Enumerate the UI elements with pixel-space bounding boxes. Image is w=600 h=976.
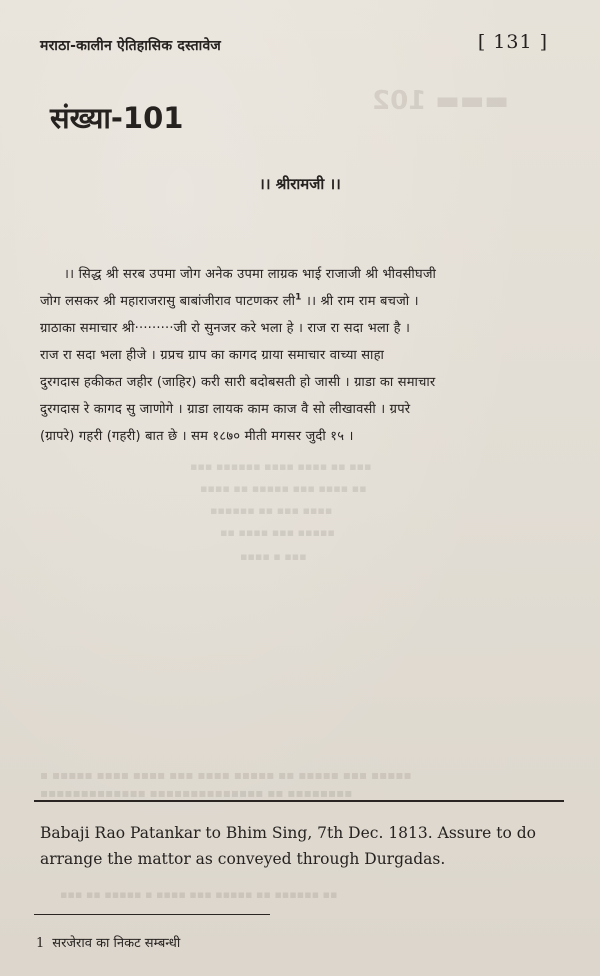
letter-line-2-text: जोग लसकर श्री महाराजरासु बाबांजीराव पाटणकर ली xyxy=(40,294,296,309)
section-divider xyxy=(34,800,564,802)
letter-line-2 xyxy=(40,291,560,309)
letter-line-3: ग्राठाका समाचार श्री·········जी रो सुनजर करे भला हे । राज रा सदा भला है । xyxy=(40,321,411,336)
letter-line-1: ।। सिद्ध श्री सरब उपमा जोग अनेक उपमा लाग्रक भाई राजाजी श्री भीवसीघजी xyxy=(64,267,437,282)
invocation-line: ।। श्रीरामजी ।। xyxy=(259,175,341,193)
letter-line-2-tail: ।। श्री राम राम बचजो । xyxy=(301,294,419,309)
footnote-number: 1 xyxy=(36,936,45,951)
footnote-text: सरजेराव का निकट सम्बन्धी xyxy=(52,936,181,951)
letter-line-5: दुरगदास हकीकत जहीर (जाहिर) करी सारी बदोबसती हो जासी । ग्राडा का समाचार xyxy=(40,375,436,390)
running-header-title: मराठा-कालीन ऐतिहासिक दस्तावेज xyxy=(40,38,222,54)
english-summary-line-1: Babaji Rao Patankar to Bhim Sing, 7th Dec. 1813. Assure to do xyxy=(40,824,536,842)
footnote-divider xyxy=(34,914,270,915)
letter-line-6: दुरगदास रे कागद सु जाणोगे । ग्राडा लायक काम काज वै सो लीखावसी । ग्रपरे xyxy=(40,402,411,417)
letter-line-7: (ग्रापरे) गहरी (गहरी) बात छे । सम १८७० मीती मगसर जुदी १५ । xyxy=(40,429,354,444)
document-number-heading: संख्या-101 xyxy=(50,101,184,135)
bleed-through-texture: ▬▬▬ 102 ▪▪▪ ▪▪ ▪▪▪▪ ▪▪▪▪ ▪▪▪▪▪▪ ▪▪▪ ▪▪ ▪▪▪▪ ▪▪▪ ▪▪▪▪▪ ▪▪ ▪▪▪▪ ▪▪▪▪ ▪▪▪ ▪▪ ▪▪▪▪▪▪ ▪▪▪▪▪ ▪▪▪ ▪▪▪▪ ▪▪ ▪▪▪ ▪ ▪▪▪▪ ▪▪▪▪▪ ▪▪▪ ▪▪▪▪▪ ▪▪ ▪▪▪▪▪ ▪▪▪▪ ▪▪▪ ▪▪▪▪ ▪▪▪▪ ▪▪▪▪▪ ▪ ▪▪▪▪▪▪▪▪ ▪▪ ▪▪▪▪▪▪▪▪▪▪▪▪▪▪ ▪▪▪▪▪▪▪▪▪▪▪▪▪ ▪▪ ▪▪▪▪▪▪ ▪▪ ▪▪▪▪▪ ▪▪▪ ▪▪▪▪ ▪ ▪▪▪▪▪ ▪▪ ▪▪▪ xyxy=(40,86,510,901)
english-summary-line-2: arrange the mattor as conveyed through Durgadas. xyxy=(40,850,446,868)
footnote xyxy=(36,933,180,951)
letter-line-4: राज रा सदा भला हीजे । ग्रप्रच ग्राप का कागद ग्राया समाचार वाच्या साहा xyxy=(40,348,385,363)
footnote-marker: 1 xyxy=(295,292,302,303)
page-number: [ 131 ] xyxy=(477,31,548,53)
